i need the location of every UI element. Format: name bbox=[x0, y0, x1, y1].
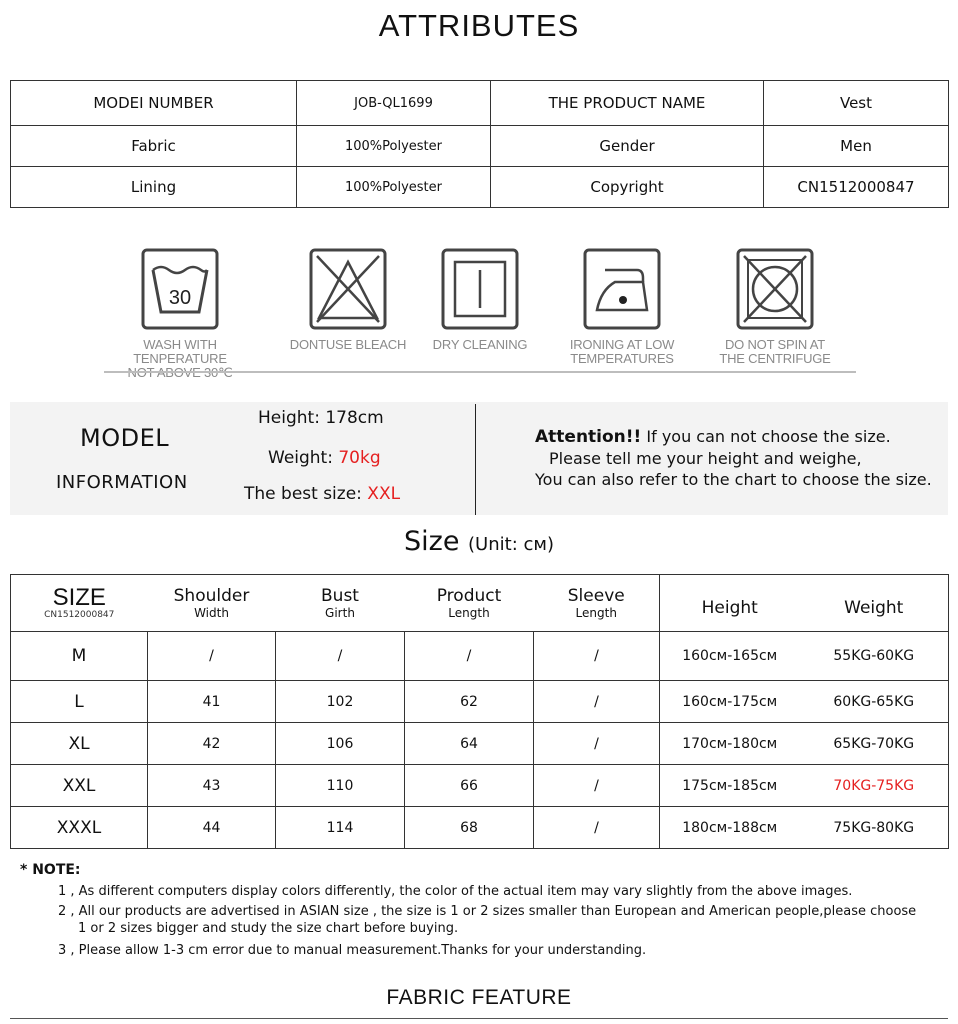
note-3: 3 , Please allow 1-3 cm error due to manual measurement.Thanks for your understanding. bbox=[58, 943, 647, 958]
shoulder-cell: 41 bbox=[148, 681, 276, 723]
height-cell: 160cм-165cм bbox=[660, 632, 800, 681]
notes-title: * NOTE: bbox=[20, 862, 81, 878]
weight-cell: 60KG-65KG bbox=[800, 681, 949, 723]
bust-cell: 106 bbox=[276, 723, 405, 765]
model-subtitle: INFORMATION bbox=[56, 472, 188, 493]
dry-clean-icon bbox=[441, 248, 519, 330]
copyright-label: Copyright bbox=[491, 167, 764, 208]
shoulder-cell: 42 bbox=[148, 723, 276, 765]
attributes-title: ATTRIBUTES bbox=[378, 8, 580, 43]
table-row bbox=[11, 81, 949, 126]
note-2-continued: 1 or 2 sizes bigger and study the size chart before buying. bbox=[78, 921, 459, 936]
table-row bbox=[11, 765, 949, 807]
model-number-label: MODEI NUMBER bbox=[11, 81, 297, 126]
weight-cell: 75KG-80KG bbox=[800, 807, 949, 849]
attention-text: Attention!! If you can not choose the size. Please tell me your height and weighe, You can also refer to the chart to choose the size. bbox=[535, 427, 932, 489]
care-item-dry-clean bbox=[400, 248, 560, 352]
model-number-value: JOB-QL1699 bbox=[297, 81, 491, 126]
bust-cell: 110 bbox=[276, 765, 405, 807]
header-shoulder: Shoulder Width bbox=[148, 575, 276, 632]
header-bust: Bust Girth bbox=[276, 575, 405, 632]
table-row bbox=[11, 807, 949, 849]
product-name-value: Vest bbox=[764, 81, 949, 126]
care-label: DO NOT SPIN AT THE CENTRIFUGE bbox=[719, 337, 831, 366]
fabric-divider bbox=[10, 1018, 948, 1019]
size-cell: XL bbox=[11, 723, 148, 765]
care-divider bbox=[104, 371, 856, 373]
height-cell: 180cм-188cм bbox=[660, 807, 800, 849]
shoulder-cell: 43 bbox=[148, 765, 276, 807]
shoulder-cell: / bbox=[148, 632, 276, 681]
height-cell: 175cм-185cм bbox=[660, 765, 800, 807]
table-row bbox=[11, 681, 949, 723]
weight-cell: 55KG-60KG bbox=[800, 632, 949, 681]
sleeve-cell: / bbox=[534, 807, 660, 849]
fabric-label: Fabric bbox=[11, 126, 297, 167]
care-label: DRY CLEANING bbox=[432, 337, 528, 352]
care-item-spin bbox=[695, 248, 855, 366]
care-label: DONTUSE BLEACH bbox=[289, 337, 407, 352]
fabric-feature-title: FABRIC FEATURE bbox=[386, 986, 572, 1009]
bust-cell: / bbox=[276, 632, 405, 681]
header-height: Height bbox=[660, 575, 800, 632]
model-information bbox=[10, 402, 948, 515]
model-best-size: The best size: XXL bbox=[244, 484, 401, 504]
model-divider bbox=[475, 404, 476, 515]
lining-label: Lining bbox=[11, 167, 297, 208]
product-cell: / bbox=[405, 632, 534, 681]
product-cell: 64 bbox=[405, 723, 534, 765]
size-table bbox=[10, 574, 949, 849]
size-cell: M bbox=[11, 632, 148, 681]
iron-low-icon bbox=[583, 248, 661, 330]
product-name-label: THE PRODUCT NAME bbox=[491, 81, 764, 126]
table-header-row bbox=[11, 575, 949, 632]
table-row bbox=[11, 723, 949, 765]
size-title: Size (Unit: cм) bbox=[404, 526, 554, 557]
fabric-value: 100%Polyester bbox=[297, 126, 491, 167]
svg-text:30: 30 bbox=[168, 287, 192, 309]
care-label: WASH WITH TENPERATURE bbox=[133, 337, 227, 366]
size-cell: L bbox=[11, 681, 148, 723]
care-item-wash bbox=[100, 248, 260, 380]
note-1: 1 , As different computers display colors differently, the color of the actual item may vary slightly from the above images. bbox=[58, 884, 853, 899]
weight-cell-highlight: 70KG-75KG bbox=[800, 765, 949, 807]
no-bleach-icon bbox=[309, 248, 387, 330]
table-row bbox=[11, 167, 949, 208]
header-size: SIZE CN1512000847 bbox=[11, 575, 148, 632]
size-cell: XXL bbox=[11, 765, 148, 807]
copyright-value: CN1512000847 bbox=[764, 167, 949, 208]
note-2: 2 , All our products are advertised in ASIAN size , the size is 1 or 2 sizes smaller than European and American people,please choose bbox=[58, 904, 917, 919]
header-weight: Weight bbox=[800, 575, 949, 632]
lining-value: 100%Polyester bbox=[297, 167, 491, 208]
no-spin-icon bbox=[736, 248, 814, 330]
model-weight: Weight: 70kg bbox=[268, 448, 381, 468]
weight-cell: 65KG-70KG bbox=[800, 723, 949, 765]
shoulder-cell: 44 bbox=[148, 807, 276, 849]
attributes-table bbox=[10, 80, 949, 208]
sleeve-cell: / bbox=[534, 681, 660, 723]
gender-value: Men bbox=[764, 126, 949, 167]
model-title: MODEL bbox=[80, 424, 170, 452]
bust-cell: 114 bbox=[276, 807, 405, 849]
height-cell: 160cм-175cм bbox=[660, 681, 800, 723]
model-height: Height: 178cm bbox=[258, 408, 384, 428]
sleeve-cell: / bbox=[534, 765, 660, 807]
notes bbox=[20, 862, 916, 962]
gender-label: Gender bbox=[491, 126, 764, 167]
header-sleeve: Sleeve Length bbox=[534, 575, 660, 632]
care-item-iron bbox=[542, 248, 702, 366]
height-cell: 170cм-180cм bbox=[660, 723, 800, 765]
product-cell: 62 bbox=[405, 681, 534, 723]
table-row bbox=[11, 126, 949, 167]
sleeve-cell: / bbox=[534, 632, 660, 681]
sleeve-cell: / bbox=[534, 723, 660, 765]
product-cell: 68 bbox=[405, 807, 534, 849]
care-instructions bbox=[100, 238, 860, 378]
header-product: Product Length bbox=[405, 575, 534, 632]
product-cell: 66 bbox=[405, 765, 534, 807]
size-cell: XXXL bbox=[11, 807, 148, 849]
table-row bbox=[11, 632, 949, 681]
care-label: IRONING AT LOW TEMPERATURES bbox=[569, 337, 675, 366]
wash-30-icon bbox=[141, 248, 219, 330]
bust-cell: 102 bbox=[276, 681, 405, 723]
